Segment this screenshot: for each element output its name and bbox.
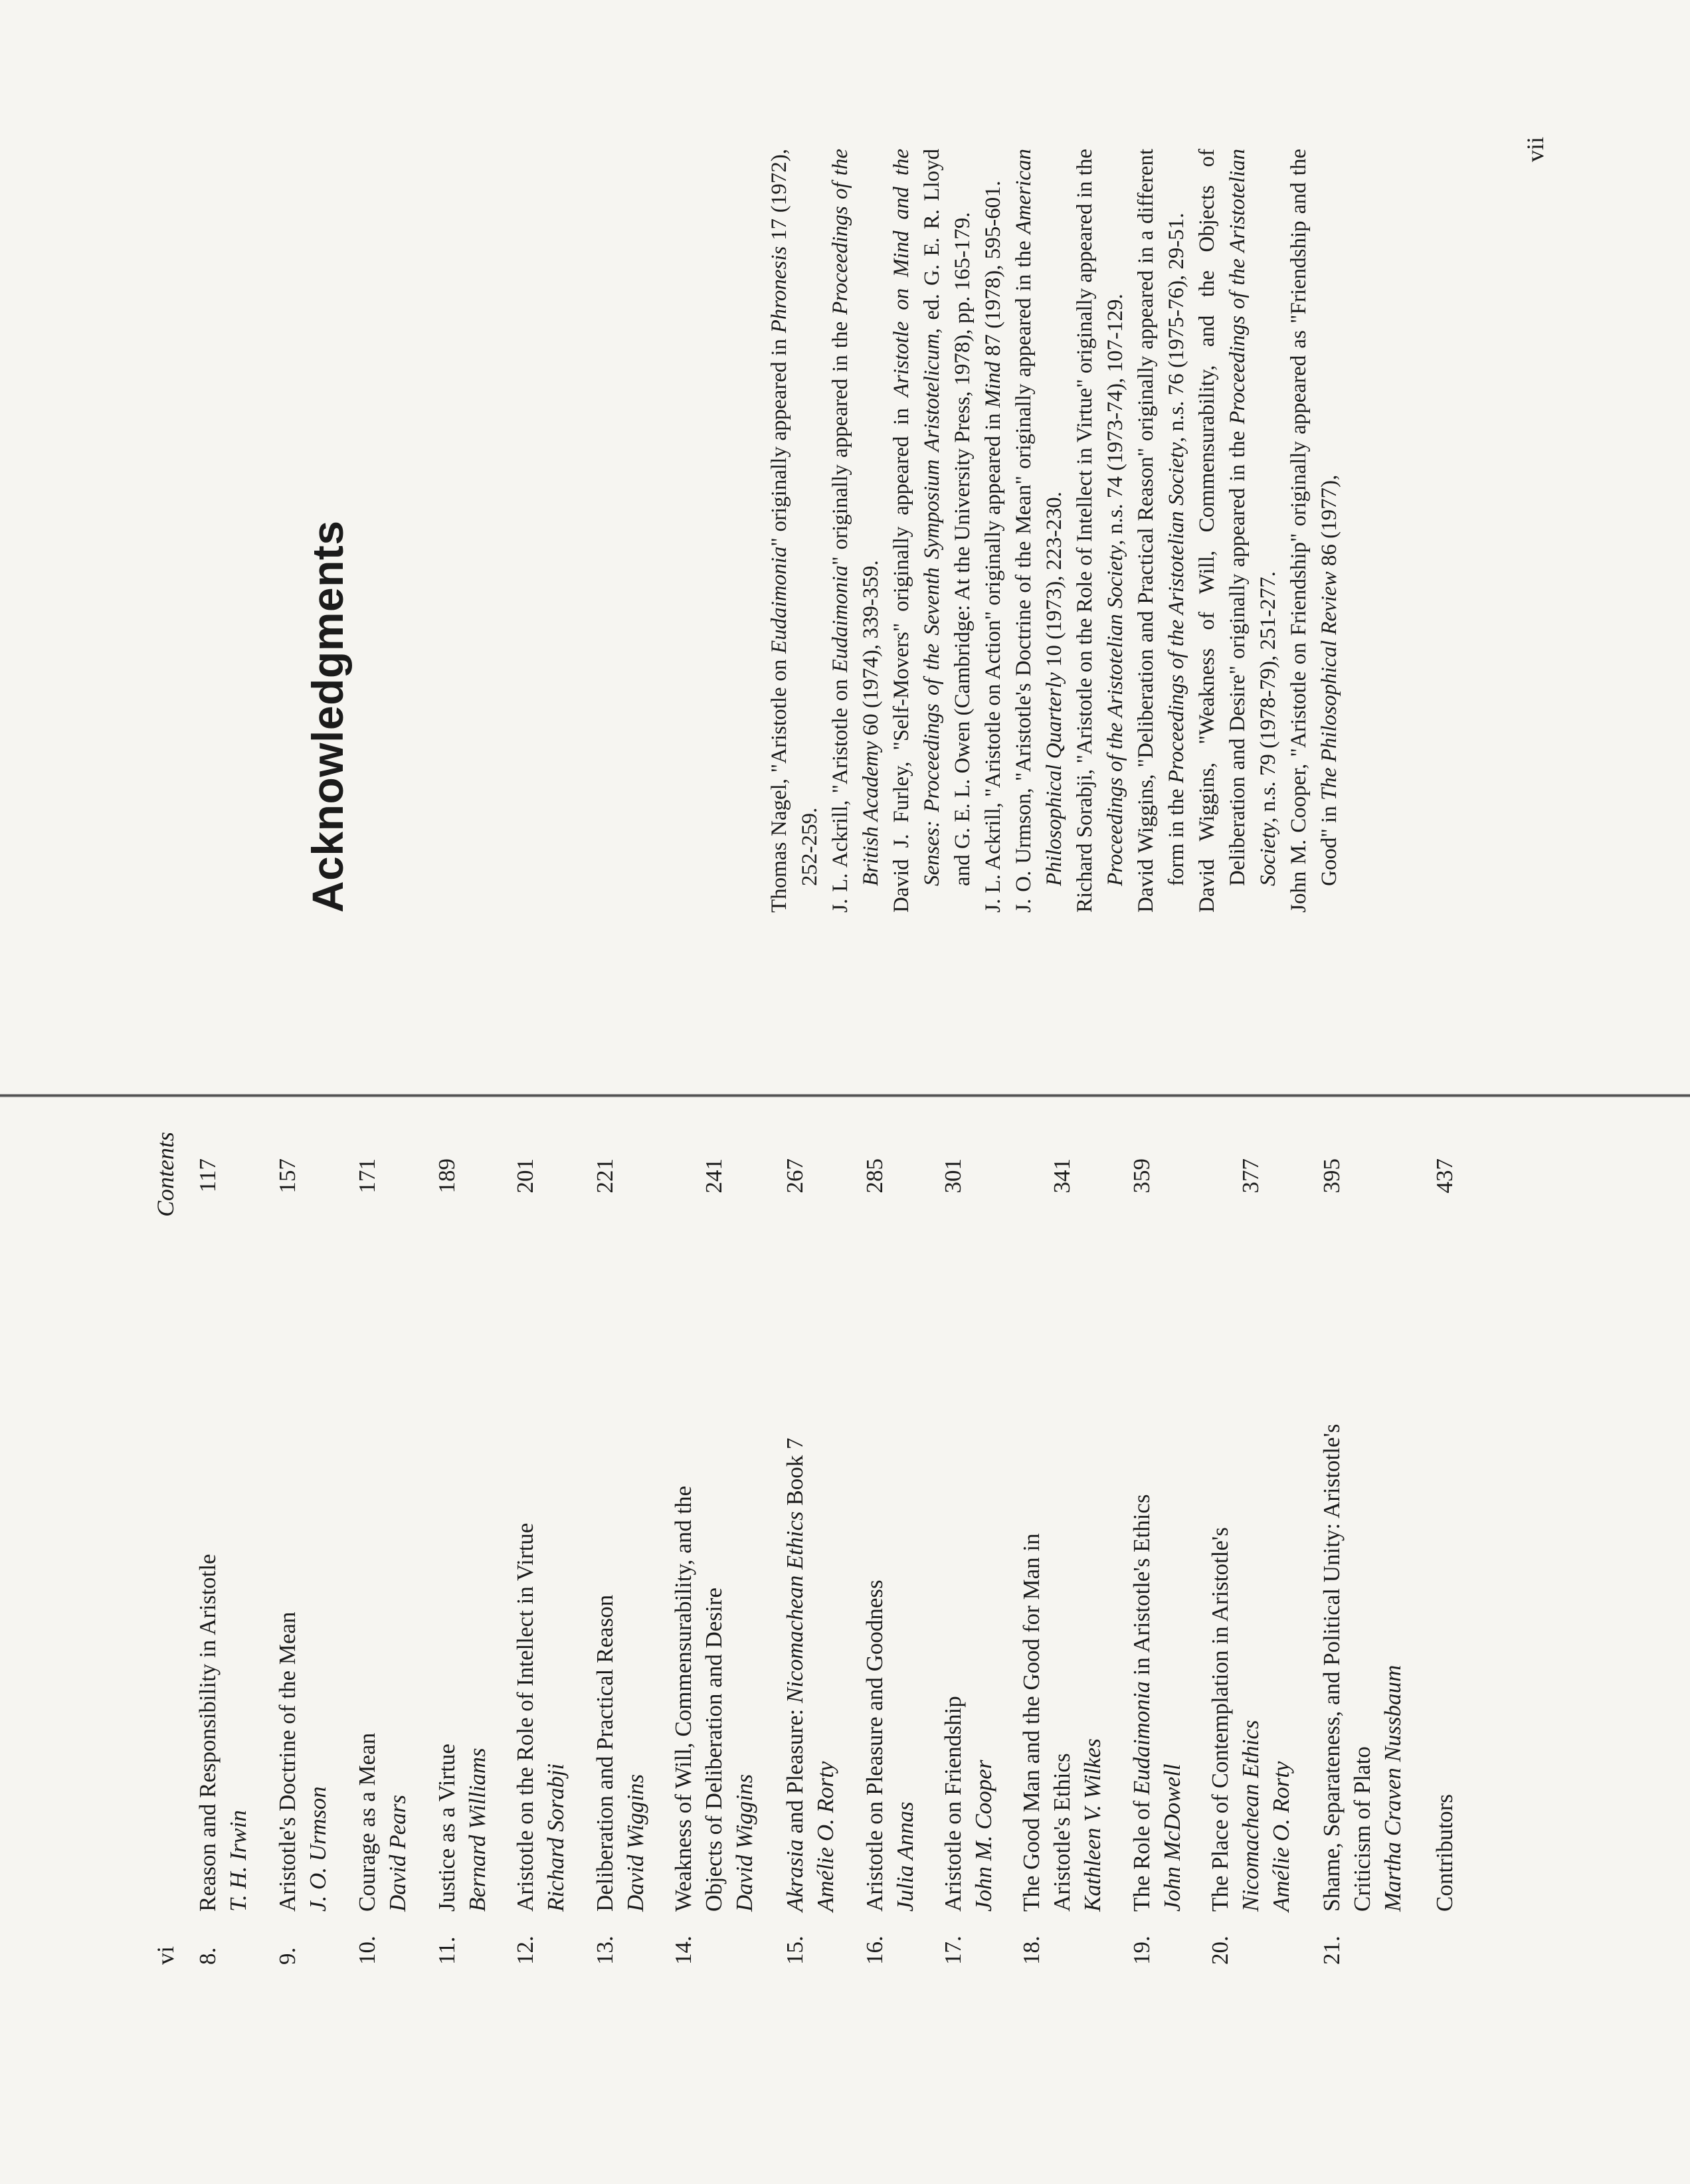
acknowledgments-page [0, 0, 1690, 1079]
entry-number: 9. [274, 1947, 300, 1965]
entry-page: 301 [940, 1158, 966, 1194]
running-head: Contents [152, 1132, 179, 1218]
entry-title-continued: Criticism of Plato [1349, 1746, 1375, 1912]
entry-number: 8. [195, 1947, 221, 1965]
acknowledgment-entry: J. L. Ackrill, "Aristotle on Eudaimonia" originally appeared in the Proceedings of the British Academy 60 (1974), 339-359. [828, 149, 883, 913]
entry-number: 20. [1207, 1936, 1233, 1965]
entry-number: 12. [512, 1936, 538, 1965]
entry-title: Weakness of Will, Commensurability, and the [670, 1485, 696, 1912]
acknowledgment-entry: John M. Cooper, "Aristotle on Friendship" originally appeared as "Friendship and the Good" in The Philosophical Review 86 (1977), [1287, 149, 1341, 913]
entry-number: 11. [434, 1936, 460, 1965]
acknowledgment-entry: David Wiggins, "Weakness of Will, Commensurability, and the Objects of Deliberation and Desire" originally appeared in the Proceedings of the Aristotelian Society, n.s. 79 (1978-79), 251-277. [1195, 149, 1280, 913]
entry-author: David Wiggins [731, 1774, 757, 1912]
entry-title-continued: Aristotle's Ethics [1049, 1753, 1075, 1912]
entry-title: Aristotle on Friendship [940, 1696, 966, 1912]
entry-number: 10. [354, 1936, 380, 1965]
acknowledgment-entry: Thomas Nagel, "Aristotle on Eudaimonia" originally appeared in Phronesis 17 (1972), 252-259. [767, 149, 822, 913]
entry-number: 14. [670, 1936, 696, 1965]
entry-title: Aristotle's Doctrine of the Mean [274, 1611, 300, 1912]
entry-title: Justice as a Virtue [434, 1744, 460, 1912]
page-number: vii [1522, 136, 1549, 162]
acknowledgment-entry: David Wiggins, "Deliberation and Practical Reason" originally appeared in a different form in the Proceedings of the Aristotelian Society, n.s. 76 (1975-76), 29-51. [1134, 149, 1188, 913]
entry-author: Amélie O. Rorty [812, 1761, 838, 1912]
acknowledgment-entry: David J. Furley, "Self-Movers" originally appeared in Aristotle on Mind and the Senses: Proceedings of the Seventh Symposium Aristotelicum, ed. G. E. R. Lloyd and G. E. L. Owen (Cambridge: At the University Press, 1978), pp. 165-179. [890, 148, 975, 913]
entry-page: 201 [512, 1158, 538, 1194]
entry-author: Julia Annas [892, 1801, 918, 1912]
entry-page: 377 [1238, 1158, 1264, 1194]
entry-page: 241 [701, 1158, 727, 1194]
entry-page: 395 [1319, 1158, 1345, 1194]
entry-author: David Wiggins [622, 1774, 648, 1912]
entry-page: 189 [434, 1158, 460, 1194]
entry-page: 157 [274, 1158, 300, 1194]
entry-number: 18. [1018, 1936, 1044, 1965]
entry-title: Reason and Responsibility in Aristotle [195, 1554, 221, 1912]
entry-title-continued: Nicomachean Ethics [1238, 1720, 1264, 1912]
entry-author: Bernard Williams [464, 1748, 490, 1912]
entry-number: 15. [782, 1936, 808, 1965]
entry-number: 17. [940, 1936, 966, 1965]
page-title: Acknowledgments [303, 520, 352, 913]
book-gutter [0, 1094, 1690, 1097]
entry-title: Courage as a Mean [354, 1732, 380, 1912]
entry-page: 221 [592, 1158, 618, 1194]
entry-number: 13. [592, 1936, 618, 1965]
entry-title: Contributors [1432, 1794, 1457, 1912]
entry-page: 341 [1049, 1158, 1075, 1194]
entry-page: 171 [354, 1158, 380, 1194]
page-number: vi [152, 1946, 179, 1965]
entry-title: Aristotle on Pleasure and Goodness [862, 1580, 888, 1912]
entry-number: 21. [1319, 1936, 1345, 1965]
contents-page [0, 1105, 1690, 2184]
entry-author: Amélie O. Rorty [1268, 1761, 1294, 1912]
entry-author: T. H. Irwin [225, 1810, 251, 1912]
entry-title: Shame, Separateness, and Political Unity: Aristotle's [1319, 1423, 1345, 1912]
entry-author: John M. Cooper [971, 1760, 996, 1912]
acknowledgment-entry: J. L. Ackrill, "Aristotle on Action" originally appeared in Mind 87 (1978), 595-601. [981, 180, 1005, 913]
entry-title: Aristotle on the Role of Intellect in Virtue [512, 1522, 538, 1912]
entry-author: Richard Sorabji [543, 1763, 569, 1912]
entry-author: Martha Craven Nussbaum [1380, 1665, 1406, 1912]
entry-page: 437 [1432, 1158, 1457, 1194]
entry-page: 285 [862, 1158, 888, 1194]
entry-title: Akrasia and Pleasure: Nicomachean Ethics Book 7 [782, 1437, 808, 1912]
entry-number: 19. [1129, 1936, 1155, 1965]
entry-title: The Place of Contemplation in Aristotle's [1207, 1527, 1233, 1912]
entry-page: 359 [1129, 1158, 1155, 1194]
entry-title: The Good Man and the Good for Man in [1018, 1533, 1044, 1912]
entry-number: 16. [862, 1936, 888, 1965]
acknowledgment-entry: Richard Sorabji, "Aristotle on the Role of Intellect in Virtue" originally appeared in the Proceedings of the Aristotelian Society, n.s. 74 (1973-74), 107-129. [1073, 149, 1127, 913]
entry-author: Kathleen V. Wilkes [1080, 1738, 1105, 1912]
entry-title: The Role of Eudaimonia in Aristotle's Ethics [1129, 1494, 1155, 1912]
entry-author: David Pears [385, 1795, 411, 1912]
acknowledgment-entry: J. O. Urmson, "Aristotle's Doctrine of the Mean" originally appeared in the American Philosophical Quarterly 10 (1973), 223-230. [1012, 149, 1066, 913]
acknowledgments-list [764, 149, 1345, 913]
entry-author: John McDowell [1159, 1764, 1185, 1912]
entry-page: 267 [782, 1158, 808, 1194]
entry-page: 117 [195, 1158, 221, 1193]
entry-author: J. O. Urmson [305, 1786, 331, 1912]
entry-title: Deliberation and Practical Reason [592, 1594, 618, 1912]
entry-title-continued: Objects of Deliberation and Desire [701, 1588, 727, 1912]
